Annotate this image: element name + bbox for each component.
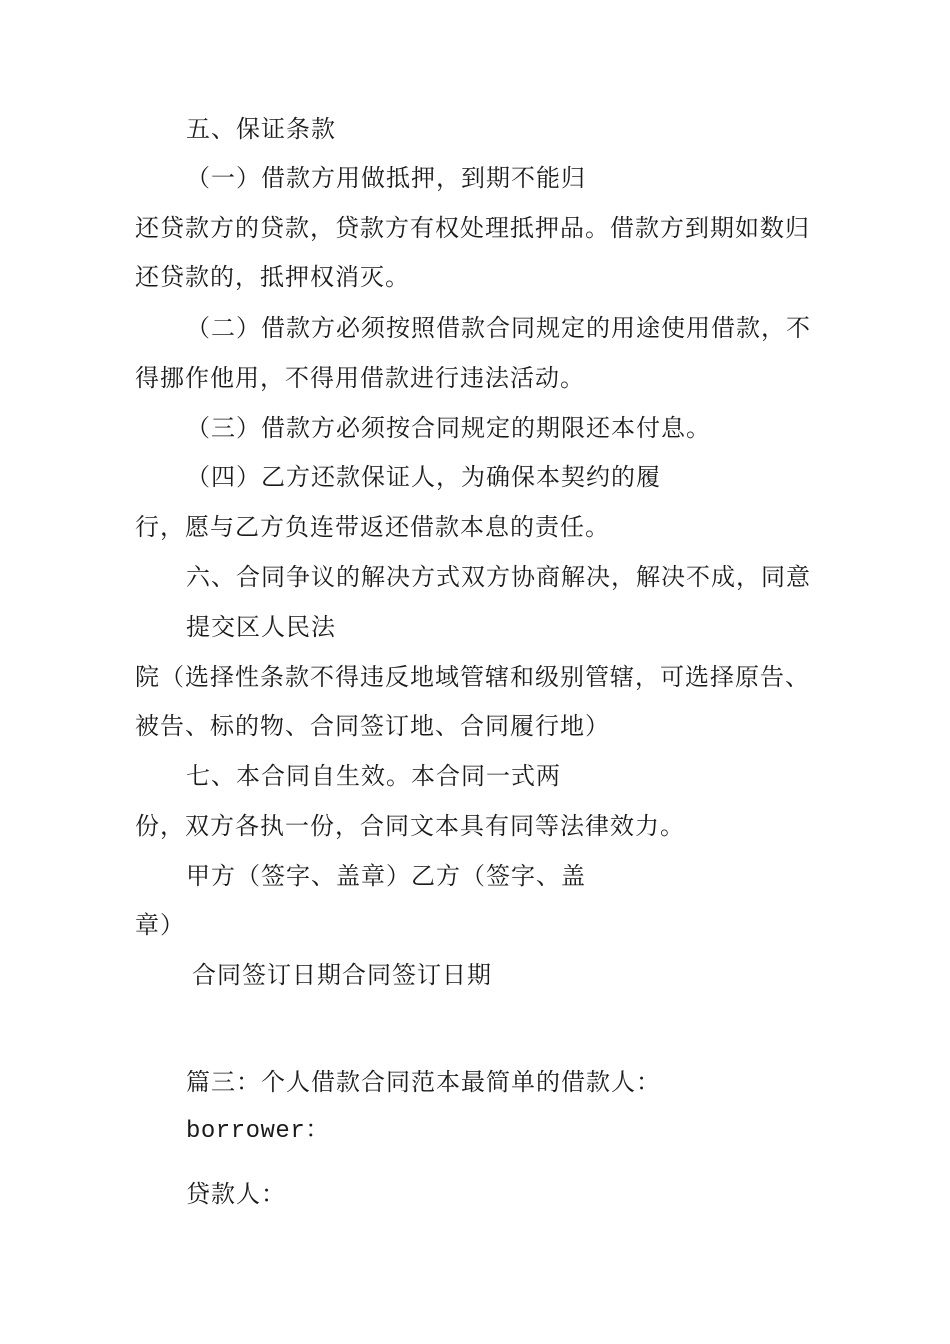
paragraph-line: 提交区人民法 — [186, 613, 336, 641]
borrower-label: borrower： — [186, 1118, 330, 1145]
paragraph-line: 院（选择性条款不得违反地域管辖和级别管辖，可选择原告、 — [135, 663, 810, 691]
paragraph-line: 还贷款方的贷款，贷款方有权处理抵押品。借款方到期如数归 — [135, 214, 810, 242]
signature-line: 章） — [135, 911, 185, 939]
signing-date-line: 合同签订日期合同签订日期 — [192, 961, 492, 989]
paragraph-line: 份，双方各执一份，合同文本具有同等法律效力。 — [135, 812, 685, 840]
section-title-part-three: 篇三：个人借款合同范本最简单的借款人： — [186, 1068, 661, 1096]
paragraph-line: （一）借款方用做抵押，到期不能归 — [186, 164, 586, 192]
paragraph-line: （四）乙方还款保证人，为确保本契约的履 — [186, 463, 661, 491]
section-heading-effect: 七、本合同自生效。本合同一式两 — [186, 762, 561, 790]
lender-label: 贷款人： — [186, 1180, 286, 1208]
paragraph-line: 得挪作他用，不得用借款进行违法活动。 — [135, 364, 585, 392]
paragraph-line: 被告、标的物、合同签订地、合同履行地） — [135, 712, 610, 740]
paragraph-line: （二）借款方必须按照借款合同规定的用途使用借款，不 — [186, 314, 811, 342]
signature-line: 甲方（签字、盖章）乙方（签字、盖 — [186, 862, 586, 890]
paragraph-line: 还贷款的，抵押权消灭。 — [135, 263, 410, 291]
paragraph-line: （三）借款方必须按合同规定的期限还本付息。 — [186, 414, 711, 442]
paragraph-line: 行，愿与乙方负连带返还借款本息的责任。 — [135, 513, 610, 541]
section-heading-guarantee: 五、保证条款 — [186, 115, 336, 143]
section-heading-dispute: 六、合同争议的解决方式双方协商解决，解决不成，同意 — [186, 563, 811, 591]
